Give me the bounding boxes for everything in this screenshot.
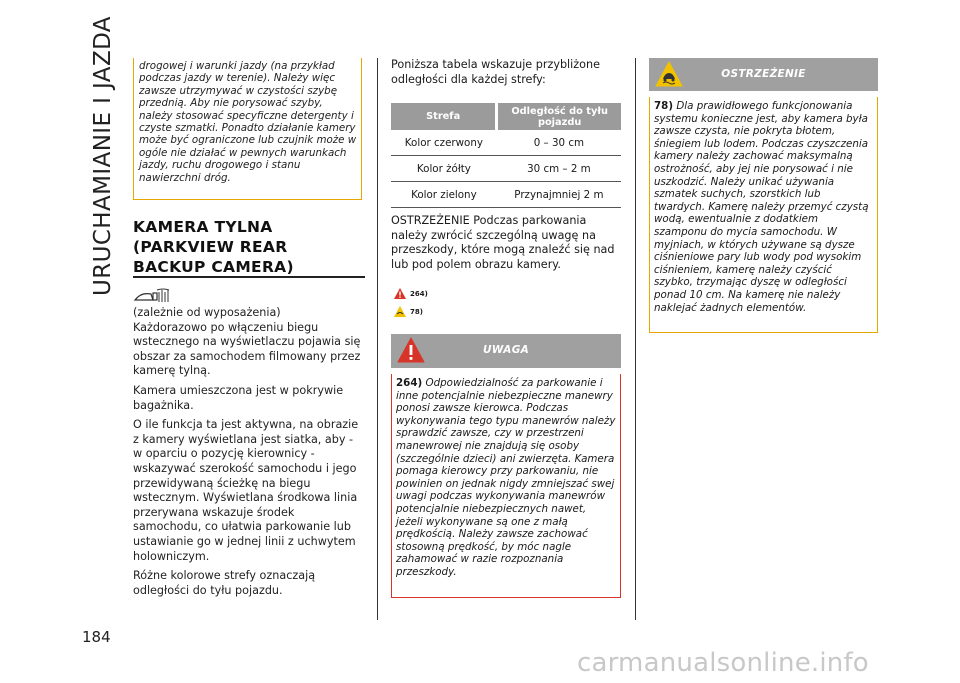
note-number: 264): [396, 377, 423, 389]
distance-cell: 30 cm – 2 m: [497, 156, 621, 182]
paragraph-location: Kamera umieszczona jest w pokrywie bagażnika.: [133, 383, 344, 412]
zone-cell: Kolor czerwony: [391, 130, 497, 156]
availability-note: (zależnie od wyposażenia): [133, 306, 281, 319]
reference-ostrzezenie: [394, 306, 423, 317]
continued-note-box: drogowej i warunki jazdy (na przykład podczas jazdy w terenie). Należy więc zawsze utrzymywać w czystości szybę przednią. Aby nie porysować szyby, należy stosować specyficzne detergenty i czyste szmatki. Ponadto działanie kamery może być ograniczone lub czujnik może w ogóle nie działać w pewnych warunkach jazdy, ruchu drogowego i stanu nawierzchni dróg.: [133, 58, 362, 200]
uwaga-text: Odpowiedzialność za parkowanie i inne potencjalnie niebezpieczne manewry ponosi zawsze kierowca. Podczas wykonywania tego typu manewrów należy sprawdzić zawsze, czy w przestrzeni manewrowej nie znajdują się osoby (szczególnie dzieci) ani zwierzęta. Kamera pomaga kierowcy przy parkowaniu, nie powinien on jednak nigdy zmniejszać swej uwagi podczas wykonywania manewrów potencjalnie niebezpiecznych nawet, jeżeli wykonywane są one z małą prędkością. Należy zawsze zachować stosowną prędkość, by móc nagle zahamować w razie rozpoznania przeszkody.: [396, 377, 616, 578]
danger-icon: [394, 288, 406, 299]
section-side-title: URUCHAMIANIE I JAZDA: [90, 16, 116, 296]
parking-warning-text: OSTRZEŻENIE Podczas parkowania należy zwrócić szczególną uwagę na przeszkody, które mogą znaleźć się nad lub pod polem obrazu kamery.: [391, 214, 615, 271]
section-heading: KAMERA TYLNA (PARKVIEW REAR BACKUP CAMERA): [133, 218, 294, 276]
rear-camera-icon: [133, 288, 171, 306]
table-row: [391, 156, 621, 182]
column-divider: [377, 58, 378, 620]
uwaga-box: [391, 374, 621, 598]
uwaga-banner: [391, 334, 621, 368]
table-row: [391, 182, 621, 208]
distance-cell: 0 – 30 cm: [497, 130, 621, 156]
paragraph-activation: Każdorazowo po włączeniu biegu wstecznego na wyświetlaczu pojawia się obszar za samochodem filmowany przez kamerę tylną.: [133, 320, 361, 378]
heading-divider: [133, 276, 365, 278]
ostrzezenie-box: [649, 97, 878, 333]
table-intro: Poniższa tabela wskazuje przybliżone odległości dla każdej strefy:: [391, 58, 600, 86]
column-divider: [635, 58, 636, 620]
table-header-distance: Odległość do tyłu pojazdu: [497, 103, 621, 130]
distance-table: [391, 103, 621, 208]
zone-cell: Kolor żółty: [391, 156, 497, 182]
ostrzezenie-text: Dla prawidłowego funkcjonowania systemu konieczne jest, aby kamera była zawsze czysta, nie pokryta błotem, śniegiem lub lodem. Podczas czyszczenia kamery należy zachować maksymalną ostrożność, aby jej nie porysować i nie uszkodzić. Należy unikać używania szmatek suchych, szorstkich lub twardych. Kamerę należy przemyć czystą wodą, ewentualnie z dodatkiem szamponu do mycia samochodu. W myjniach, w których używane są dysze ciśnieniowe pary lub wody pod wysokim ciśnieniem, kamerę należy czyścić szybko, trzymając dyszę w odległości ponad 10 cm. Na kamerę nie należy naklejać żadnych elementów.: [654, 100, 869, 314]
reference-uwaga: [394, 288, 428, 299]
table-row: [391, 130, 621, 156]
paragraph-zones: Różne kolorowe strefy oznaczają odległości do tyłu pojazdu.: [133, 569, 316, 597]
zone-cell: Kolor zielony: [391, 182, 497, 208]
ostrzezenie-title: OSTRZEŻENIE: [721, 68, 806, 80]
watermark: carmanualsonline.info: [577, 648, 869, 678]
uwaga-title: UWAGA: [482, 344, 530, 356]
paragraph-grid: O ile funkcja ta jest aktywna, na obrazie z kamery wyświetlana jest siatka, aby - w oparciu o pozycję kierownicy - wskazywać szerokość samochodu i jego przewidywaną ścieżkę na biegu wstecznym. Wyświetlana środkowa linia przerywana wskazuje środek samochodu, co ułatwia parkowanie lub ustawianie go w jednej linii z uchwytem holowniczym.: [133, 418, 359, 563]
reference-number: 264): [410, 289, 428, 298]
note-number: 78): [654, 100, 674, 112]
reference-number: 78): [410, 307, 423, 316]
camera-description: [133, 306, 365, 603]
ostrzezenie-banner: [649, 58, 878, 91]
page-number: 184: [82, 628, 111, 646]
table-header-zone: Strefa: [391, 103, 497, 130]
distance-cell: Przynajmniej 2 m: [497, 182, 621, 208]
caution-icon: [394, 306, 406, 317]
